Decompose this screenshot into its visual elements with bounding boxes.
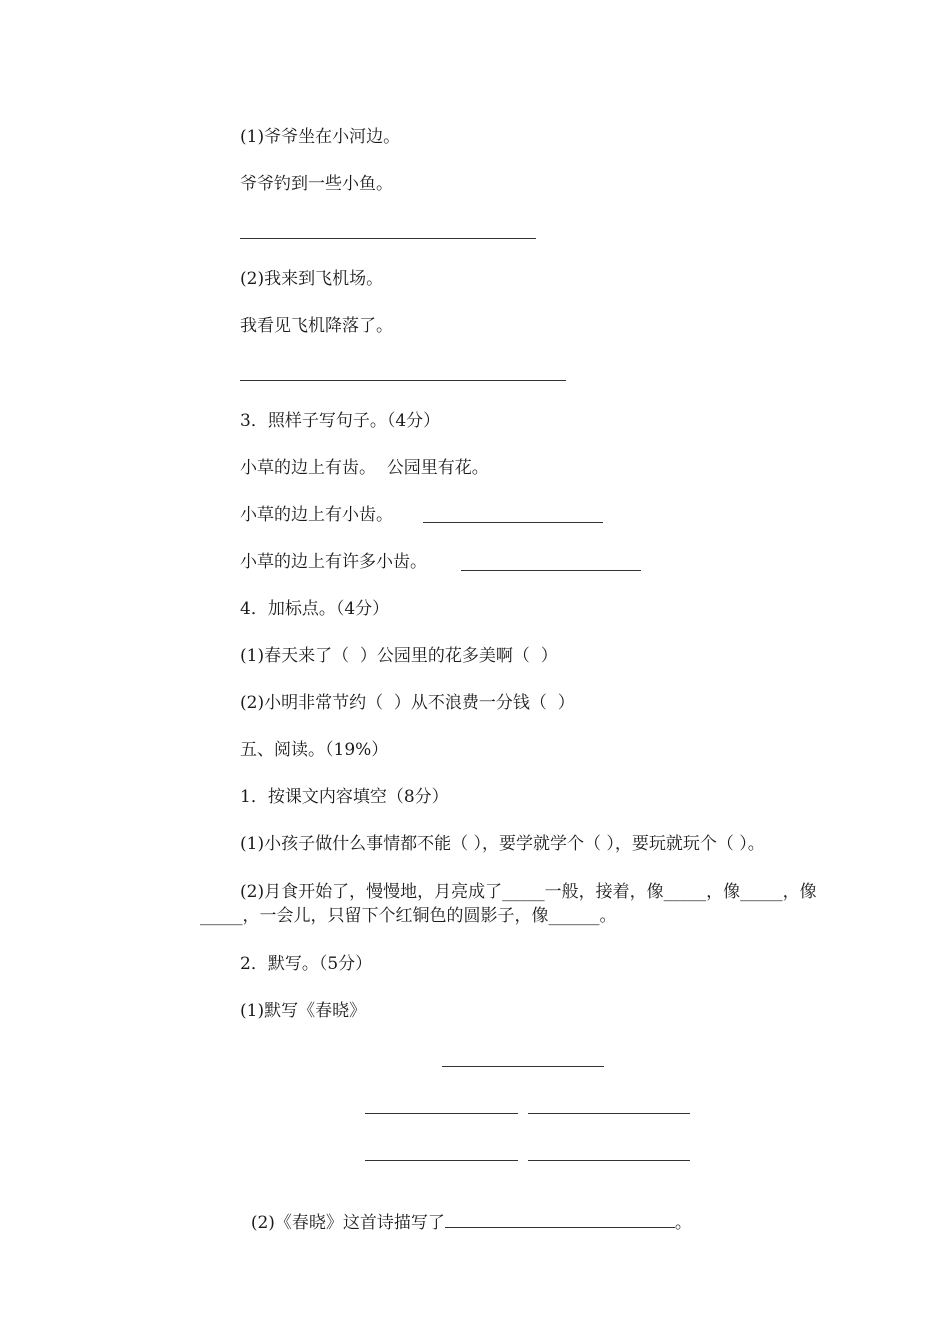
section5-title: 五、阅读。（19%） xyxy=(240,740,389,760)
q4-title: 4．加标点。（4分） xyxy=(240,599,390,619)
poem-line-2a-blank[interactable] xyxy=(365,1113,518,1114)
section5-q2-item2 xyxy=(240,1190,692,1234)
section5-q1-item1: (1)小孩子做什么事情都不能（ ），要学就学个（ ），要玩就玩个（ ）。 xyxy=(240,834,765,854)
section5-q2-item2-end: 。 xyxy=(674,1213,692,1233)
q3-line2: 小草的边上有许多小齿。 xyxy=(240,552,427,572)
q2-item2-sentence-b: 我看见飞机降落了。 xyxy=(240,316,393,336)
q3-example: 小草的边上有齿。 公园里有花。 xyxy=(240,458,489,478)
q3-line2-blank[interactable] xyxy=(461,570,641,571)
section5-q2-item2-text: (2)《春晓》这首诗描写了 xyxy=(250,1213,445,1233)
q2-item2-sentence-a: (2)我来到飞机场。 xyxy=(240,269,384,289)
poem-line-1-blank[interactable] xyxy=(442,1066,604,1067)
poem-line-2b-blank[interactable] xyxy=(528,1113,690,1114)
q4-item1: (1)春天来了（ ）公园里的花多美啊（ ） xyxy=(240,646,558,666)
q2-item1-sentence-a: (1)爷爷坐在小河边。 xyxy=(240,127,401,147)
section5-q1-title: 1．按课文内容填空（8分） xyxy=(240,787,449,807)
poem-line-3a-blank[interactable] xyxy=(365,1160,518,1161)
q2-item1-sentence-b: 爷爷钓到一些小鱼。 xyxy=(240,174,393,194)
q3-title: 3．照样子写句子。（4分） xyxy=(240,411,441,431)
section5-q2-item1: (1)默写《春晓》 xyxy=(240,1001,367,1021)
section5-q1-item2: (2)月食开始了，慢慢地，月亮成了_____一般，接着，像_____，像_____，像_____，一会儿，只留下个红铜色的圆影子，像______。 xyxy=(200,882,817,926)
q2-item1-answer-line[interactable] xyxy=(240,238,536,239)
q2-item2-answer-line[interactable] xyxy=(240,380,566,381)
q3-line1-blank[interactable] xyxy=(423,522,603,523)
poem-line-3b-blank[interactable] xyxy=(528,1160,690,1161)
section5-q2-item2-blank[interactable] xyxy=(445,1226,675,1228)
q3-line1: 小草的边上有小齿。 xyxy=(240,505,393,525)
q4-item2: (2)小明非常节约（ ）从不浪费一分钱（ ） xyxy=(240,693,575,713)
section5-q2-title: 2．默写。（5分） xyxy=(240,954,373,974)
